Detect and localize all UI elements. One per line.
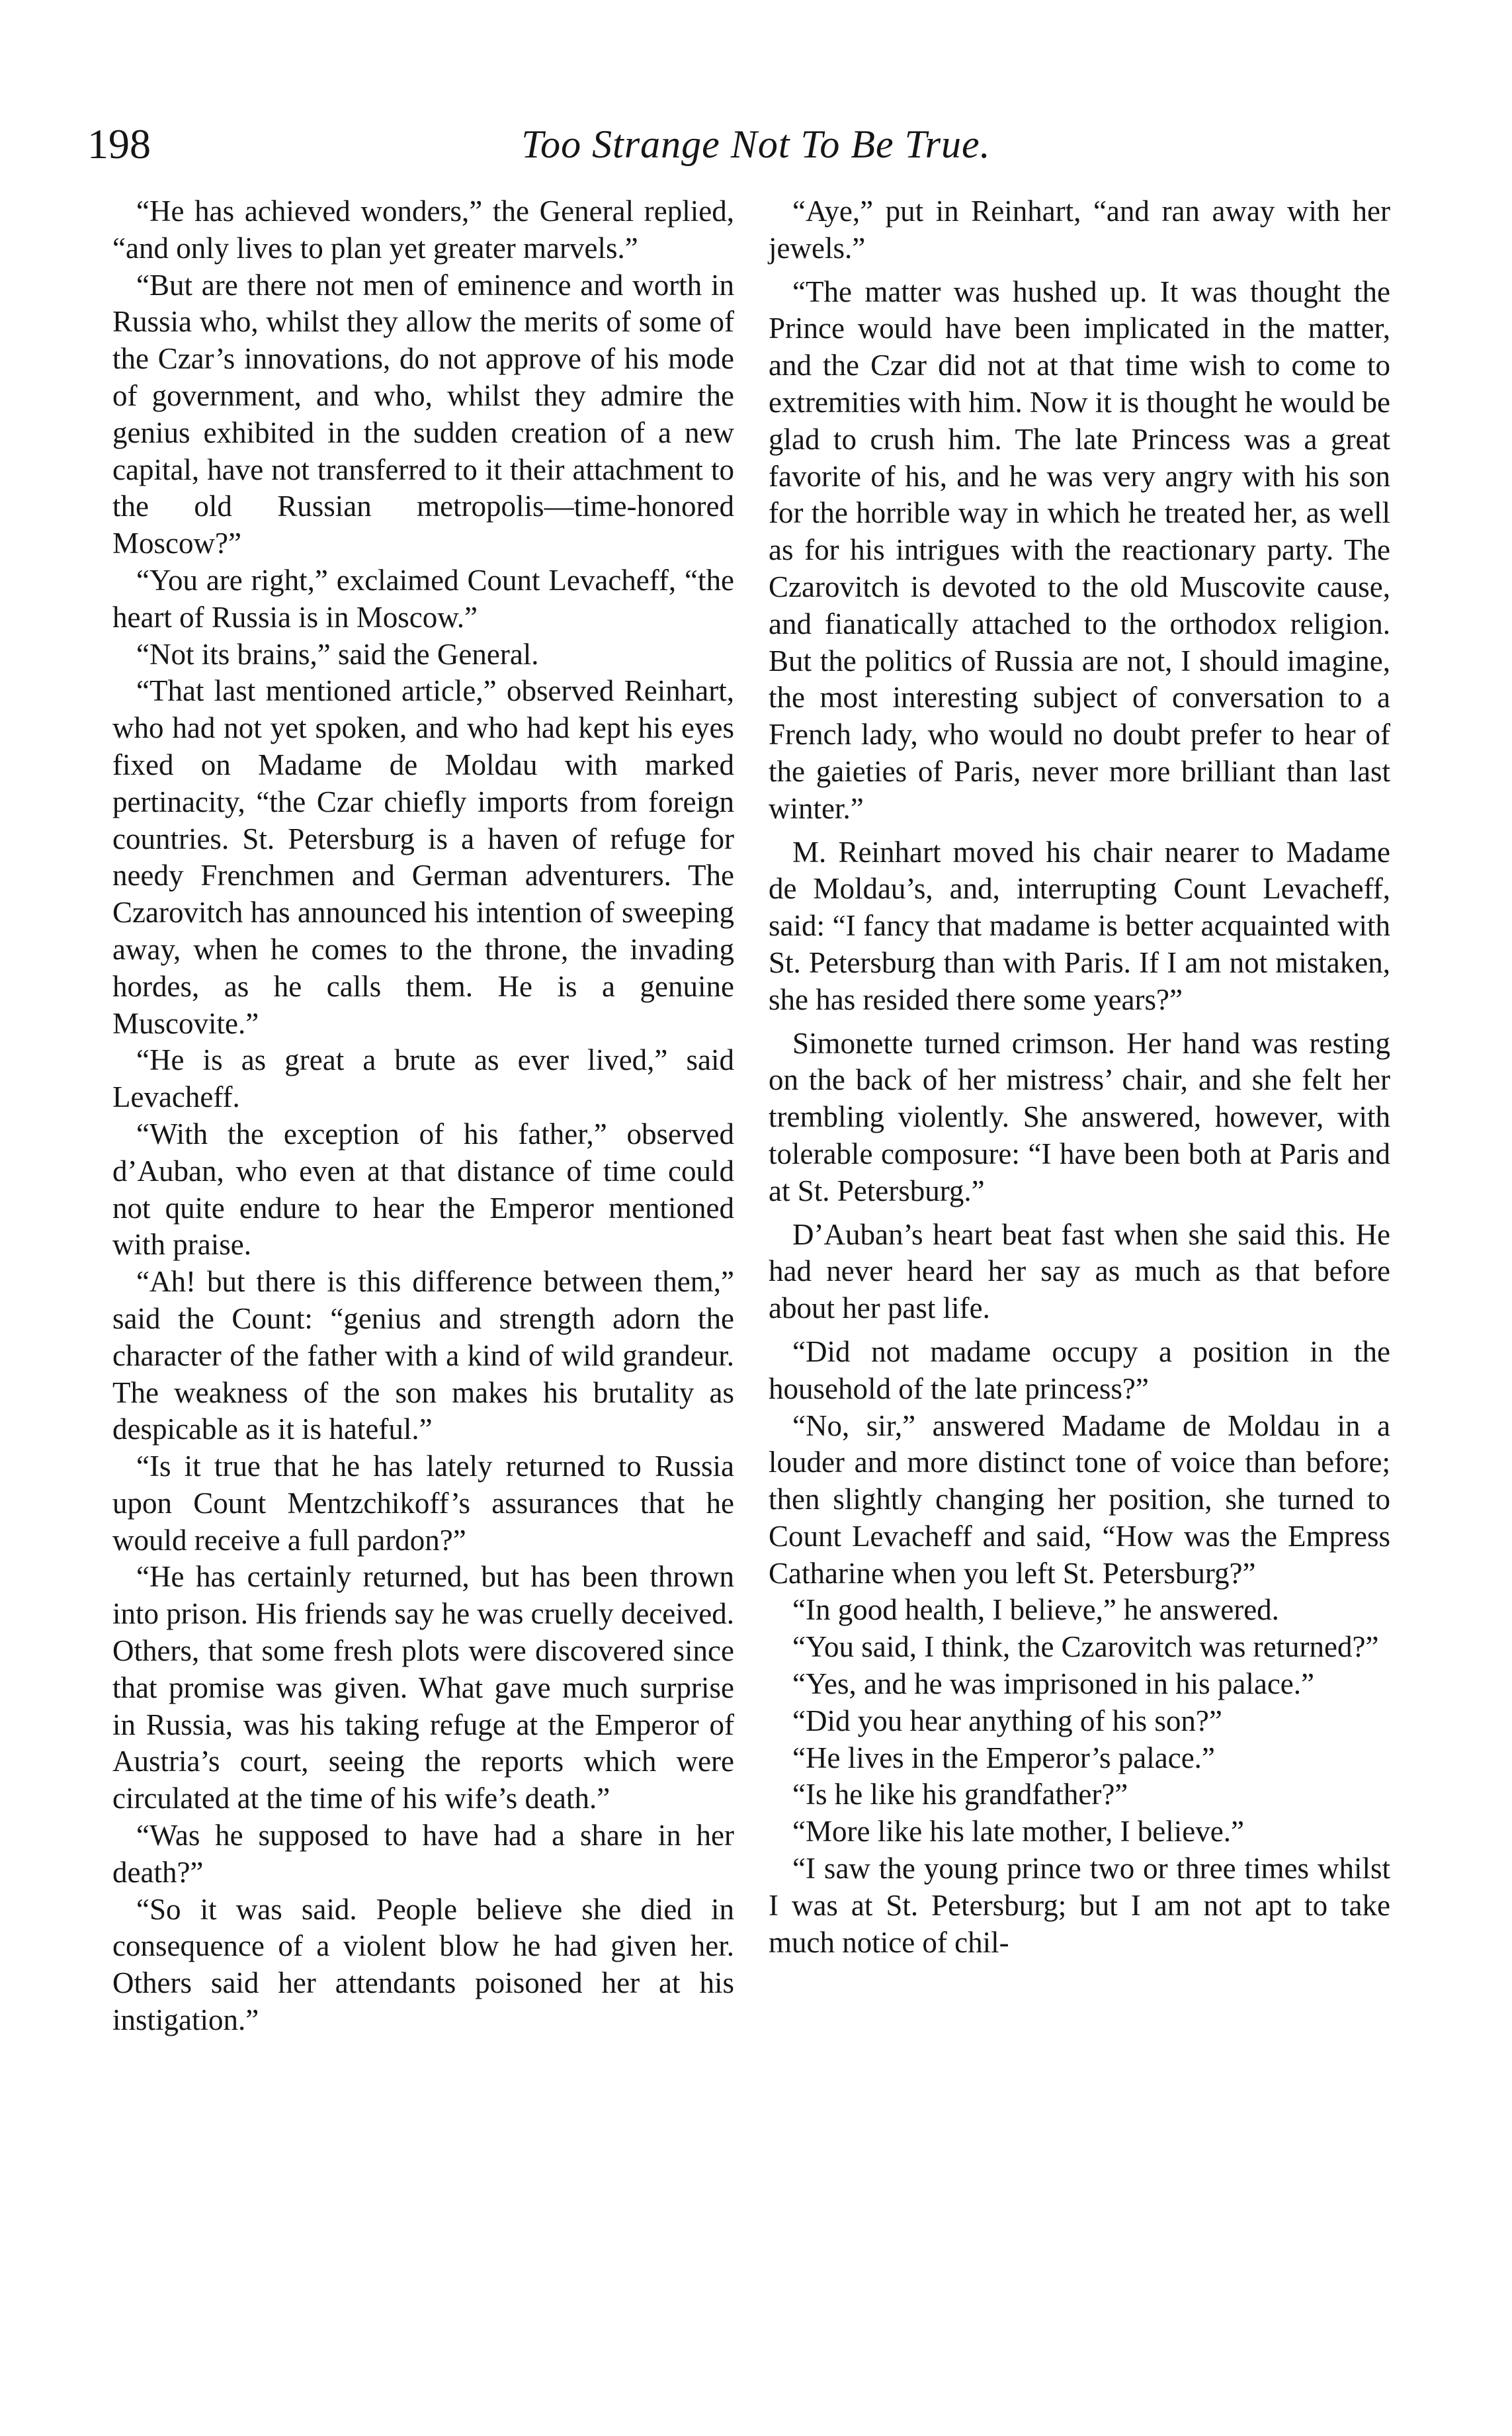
paragraph: “Yes, and he was imprisoned in his palace.”: [792, 1667, 1314, 1701]
paragraph: “Is it true that he has lately returned to Russia upon Count Mentzchikoff’s assurances that he would receive a full pardon?”: [112, 1450, 734, 1557]
running-title: Too Strange Not To Be True.: [521, 122, 991, 166]
paragraph: “He has certainly returned, but has been thrown into prison. His friends say he was cruelly deceived. Others, that some fresh plots were discovered since that promise was given. What gave much surprise in Russia, was his taking refuge at the Emperor of Austria’s court, seeing the reports which were circulated at the time of his wife’s death.”: [112, 1560, 734, 1815]
paragraph: “No, sir,” answered Madame de Moldau in a louder and more distinct tone of voice than before; then slightly changing her position, she turned to Count Levacheff and said, “How was the Empress Catharine when you left St. Petersburg?”: [769, 1409, 1390, 1590]
paragraph: “He lives in the Emperor’s palace.”: [792, 1741, 1215, 1774]
paragraph: M. Reinhart moved his chair nearer to Madame de Moldau’s, and, interrupting Count Levacheff, said: “I fancy that madame is better acquainted with St. Petersburg than with Paris. If I am not mistaken, she has resided there some years?”: [769, 835, 1390, 1016]
left-column: [112, 193, 734, 2039]
paragraph: “Did you hear anything of his son?”: [792, 1704, 1222, 1737]
paragraph: “The matter was hushed up. It was thought the Prince would have been implicated in the matter, and the Czar did not at that time wish to come to extremities with him. Now it is thought he would be glad to crush him. The late Princess was a great favorite of his, and he was very angry with his son for the horrible way in which he treated her, as well as for his intrigues with the reactionary party. The Czarovitch is devoted to the old Muscovite cause, and fianatically attached to the orthodox religion. But the politics of Russia are not, I should imagine, the most interesting subject of conversation to a French lady, who would no doubt prefer to hear of the gaieties of Paris, never more brilliant than last winter.”: [769, 275, 1390, 825]
paragraph: “Was he supposed to have had a share in her death?”: [112, 1819, 734, 1889]
running-head: [0, 118, 1512, 171]
paragraph: “He is as great a brute as ever lived,” said Levacheff.: [112, 1043, 734, 1114]
paragraph: “Not its brains,” said the General.: [136, 637, 539, 671]
paragraph: “You said, I think, the Czarovitch was returned?”: [792, 1630, 1379, 1664]
paragraph: “More like his late mother, I believe.”: [792, 1815, 1244, 1849]
paragraph: “I saw the young prince two or three times whilst I was at St. Petersburg; but I am not apt to take much notice of chil-: [769, 1852, 1390, 1959]
page-number: 198: [87, 120, 151, 167]
paragraph: “Did not madame occupy a position in the household of the late princess?”: [769, 1334, 1390, 1405]
paragraph: “But are there not men of eminence and worth in Russia who, whilst they allow the merits of some of the Czar’s innovations, do not approve of his mode of government, and who, whilst they admire the genius exhibited in the sudden creation of a new capital, have not transferred to it their attachment to the old Russian metropolis—time-honored Moscow?”: [112, 268, 734, 560]
paragraph: “Is he like his grandfather?”: [792, 1778, 1128, 1811]
paragraph: “With the exception of his father,” observed d’Auban, who even at that distance of time could not quite endure to hear the Emperor mentioned with praise.: [112, 1117, 734, 1262]
paragraph: “Aye,” put in Reinhart, “and ran away with her jewels.”: [769, 195, 1390, 265]
paragraph: Simonette turned crimson. Her hand was resting on the back of her mistress’ chair, and she felt her trembling violently. She answered, however, with tolerable composure: “I have been both at Paris and at St. Petersburg.”: [769, 1026, 1390, 1207]
paragraph: D’Auban’s heart beat fast when she said this. He had never heard her say as much as that before about her past life.: [769, 1217, 1390, 1325]
paragraph: “So it was said. People believe she died in consequence of a violent blow he had given her. Others said her attendants poisoned her at his instigation.”: [112, 1892, 734, 2037]
paragraph: “In good health, I believe,” he answered.: [792, 1593, 1279, 1627]
right-column: [769, 193, 1390, 1961]
paragraph: “That last mentioned article,” observed Reinhart, who had not yet spoken, and who had kept his eyes fixed on Madame de Moldau with marked pertinacity, “the Czar chiefly imports from foreign countries. St. Petersburg is a haven of refuge for needy Frenchmen and German adventurers. The Czarovitch has announced his intention of sweeping away, when he comes to the throne, the invading hordes, as he calls them. He is a genuine Muscovite.”: [112, 674, 734, 1040]
paragraph: “Ah! but there is this difference between them,” said the Count: “genius and strength adorn the character of the father with a kind of wild grandeur. The weakness of the son makes his brutality as despicable as it is hateful.”: [112, 1265, 734, 1446]
paragraph: “You are right,” exclaimed Count Levacheff, “the heart of Russia is in Moscow.”: [112, 563, 734, 634]
paragraph: “He has achieved wonders,” the General replied, “and only lives to plan yet greater marvels.”: [112, 195, 734, 265]
